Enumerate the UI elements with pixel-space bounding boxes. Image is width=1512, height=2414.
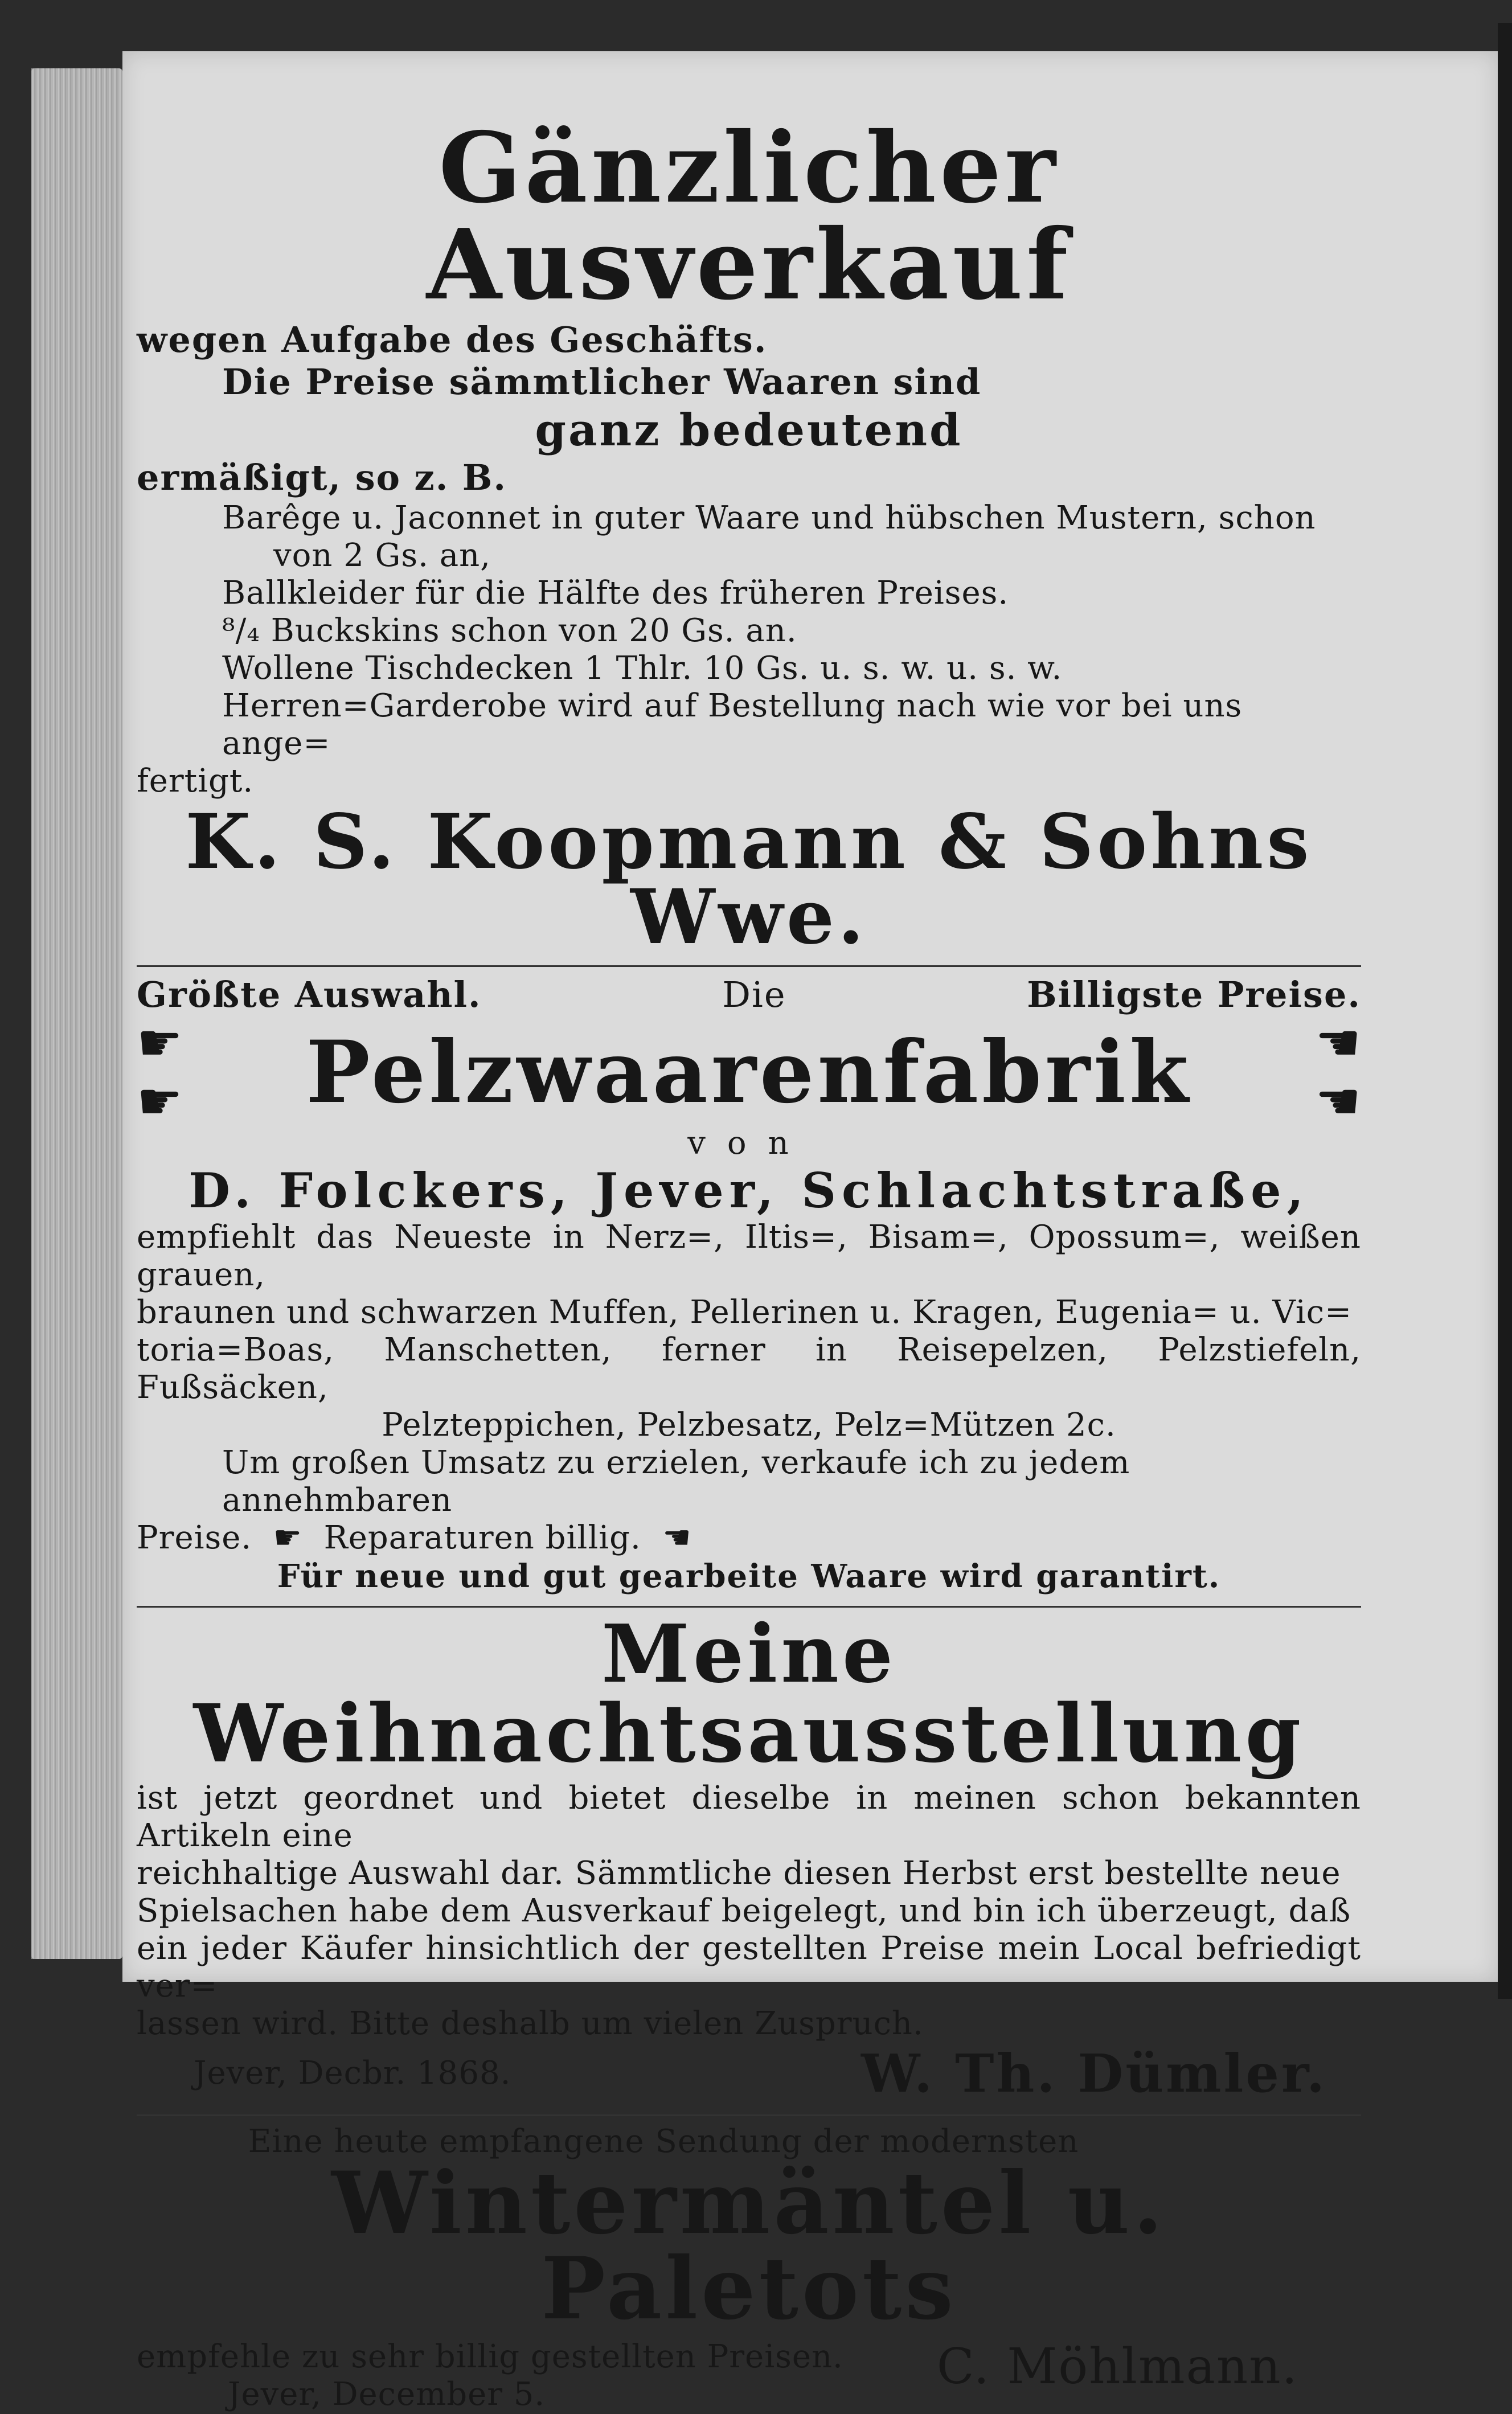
ad-ausverkauf-title: Gänzlicher Ausverkauf [426, 111, 1072, 322]
ad-pelzwaaren-body: empfiehlt das Neueste in Nerz=, Iltis=, Bisam=, Opossum=, weißen grauen, [137, 1218, 1361, 1293]
ad-ausverkauf-subtitle-2: Die Preise sämmtlicher Waaren sind [222, 361, 982, 403]
divider [137, 965, 1361, 967]
ad-pelzwaaren-von: von [687, 1124, 810, 1162]
pointing-hand-left-icon: ☚ [651, 1519, 692, 1557]
ad-wintermaentel [137, 2123, 1361, 2413]
ad-weihnacht-place-date: Jever, Decbr. 1868. [194, 2055, 511, 2092]
ad-pelzwaaren-left: Größte Auswahl. [137, 974, 482, 1016]
ad-ausverkauf-item: von 2 Gs. an, [273, 536, 491, 574]
ad-weihnacht-body: ein jeder Käufer hinsichtlich der gestellten Preise mein Local befriedigt ver= [137, 1930, 1361, 2005]
ad-ausverkauf-subtitle-1: wegen Aufgabe des Geschäfts. [137, 319, 768, 360]
ad-weihnacht-body: ist jetzt geordnet und bietet dieselbe in meinen schon bekannten Artikeln eine [137, 1779, 1361, 1854]
ad-ausverkauf-firm: K. S. Koopmann & Sohns Wwe. [185, 798, 1313, 962]
ad-ausverkauf-subtitle-4: ermäßigt, so z. B. [137, 457, 507, 499]
ad-wintermaentel-left-block [137, 2338, 843, 2413]
ad-wintermaentel-signature: C. Möhlmann. [936, 2338, 1298, 2396]
ad-weihnacht-signature: W. Th. Dümler. [861, 2043, 1327, 2105]
ad-weihnacht-body: lassen wird. Bitte deshalb um vielen Zuspruch. [137, 2005, 924, 2043]
ad-pelzwaaren-right: Billigste Preise. [1027, 974, 1361, 1016]
ad-pelzwaaren-body: Um großen Umsatz zu erzielen, verkaufe ich zu jedem annehmbaren [222, 1444, 1130, 1519]
ad-pelzwaaren-body: Pelzteppichen, Pelzbesatz, Pelz=Mützen 2c. [382, 1407, 1116, 1444]
ad-pelzwaaren-mid: Die [722, 974, 786, 1016]
ad-weihnacht-title: Meine Weihnachtsausstellung [193, 1607, 1305, 1781]
ad-ausverkauf-item: Ballkleider für die Hälfte des früheren Preises. [222, 574, 1009, 612]
book-edge-right [1498, 23, 1512, 1999]
ad-weihnacht [137, 1607, 1361, 2105]
ad-ausverkauf-item: Herren=Garderobe wird auf Bestellung nach wie vor bei uns ange= [222, 687, 1243, 763]
page-content [137, 111, 1361, 2414]
ad-pelzwaaren-title-row [137, 1013, 1361, 1132]
ad-pelzwaaren-repair-line [137, 1519, 1361, 1557]
ad-ausverkauf-item: Barêge u. Jaconnet in guter Waare und hübschen Mustern, schon [222, 499, 1316, 536]
book-binding [31, 68, 122, 1959]
ad-pelzwaaren-title: Pelzwaarenfabrik [306, 1022, 1192, 1122]
pointing-hand-right-icon: ☛ ☛ [137, 1013, 183, 1132]
ad-ausverkauf-item: ⁸/₄ Buckskins schon von 20 Gs. an. [222, 612, 797, 649]
ad-wintermaentel-body: empfehle zu sehr billig gestellten Preisen. [137, 2338, 843, 2376]
ad-weihnacht-body: reichhaltige Auswahl dar. Sämmtliche diesen Herbst erst bestellte neue [137, 1854, 1341, 1892]
ad-wintermaentel-title: Wintermäntel u. Paletots [331, 2153, 1166, 2339]
ad-pelzwaaren-topline [137, 974, 1361, 1016]
divider [137, 2114, 1361, 2116]
pointing-hand-left-icon: ☚ ☚ [1315, 1013, 1361, 1132]
ad-ausverkauf [137, 111, 1361, 962]
ad-wintermaentel-place-date: Jever, December 5. [228, 2376, 546, 2413]
ad-pelzwaaren-preise: Preise. [137, 1519, 252, 1557]
ad-wintermaentel-intro: Eine heute empfangene Sendung der modernsten [248, 2123, 1079, 2161]
ad-weihnacht-footer [137, 2043, 1361, 2104]
ad-pelzwaaren-body: braunen und schwarzen Muffen, Pellerinen u. Kragen, Eugenia= u. Vic= [137, 1294, 1353, 1331]
ad-pelzwaaren-firm: D. Folckers, Jever, Schlachtstraße, [189, 1162, 1309, 1219]
pointing-hand-right-icon: ☛ [263, 1519, 313, 1557]
ad-wintermaentel-footer [137, 2338, 1361, 2413]
ad-ausverkauf-item: Wollene Tischdecken 1 Thlr. 10 Gs. u. s. w. u. s. w. [222, 650, 1063, 687]
ad-ausverkauf-subtitle-3: ganz bedeutend [535, 404, 963, 456]
ad-pelzwaaren-repair: Reparaturen billig. [323, 1519, 641, 1557]
ad-pelzwaaren [137, 974, 1361, 1595]
ad-ausverkauf-item: fertigt. [137, 763, 254, 800]
ad-weihnacht-body: Spielsachen habe dem Ausverkauf beigelegt, und bin ich überzeugt, daß [137, 1892, 1351, 1929]
ad-pelzwaaren-body: toria=Boas, Manschetten, ferner in Reisepelzen, Pelzstiefeln, Fußsäcken, [137, 1331, 1361, 1407]
ad-pelzwaaren-guarantee: Für neue und gut gearbeite Waare wird garantirt. [277, 1557, 1221, 1595]
